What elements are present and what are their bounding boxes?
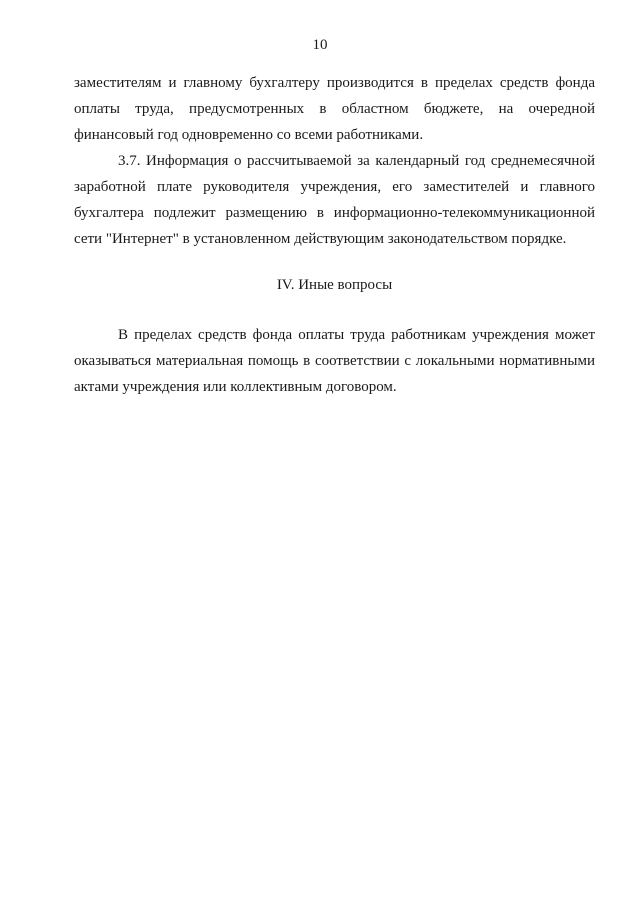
section-heading-iv: IV. Иные вопросы (276, 277, 393, 293)
paragraph-3-7-salary-disclosure: 3.7. Информация о рассчитываемой за календарный год среднемесячной заработной плате руководителя учреждения, его заместителей и главного бухгалтера подлежит размещению в информационно-телекоммуникационной сети "Интернет" в установленном действующим законодательством порядке. (74, 153, 595, 247)
paragraph-salary-indexation-continued: заместителям и главному бухгалтеру производится в пределах средств фонда оплаты труда, предусмотренных в областном бюджете, на очередной финансовый год одновременно со всеми работниками. (74, 75, 595, 143)
paragraph-material-assistance: В пределах средств фонда оплаты труда работникам учреждения может оказываться материальная помощь в соответствии с локальными нормативными актами учреждения или коллективным договором. (74, 327, 595, 395)
document-body (74, 70, 595, 400)
page-number: 10 (312, 37, 328, 53)
